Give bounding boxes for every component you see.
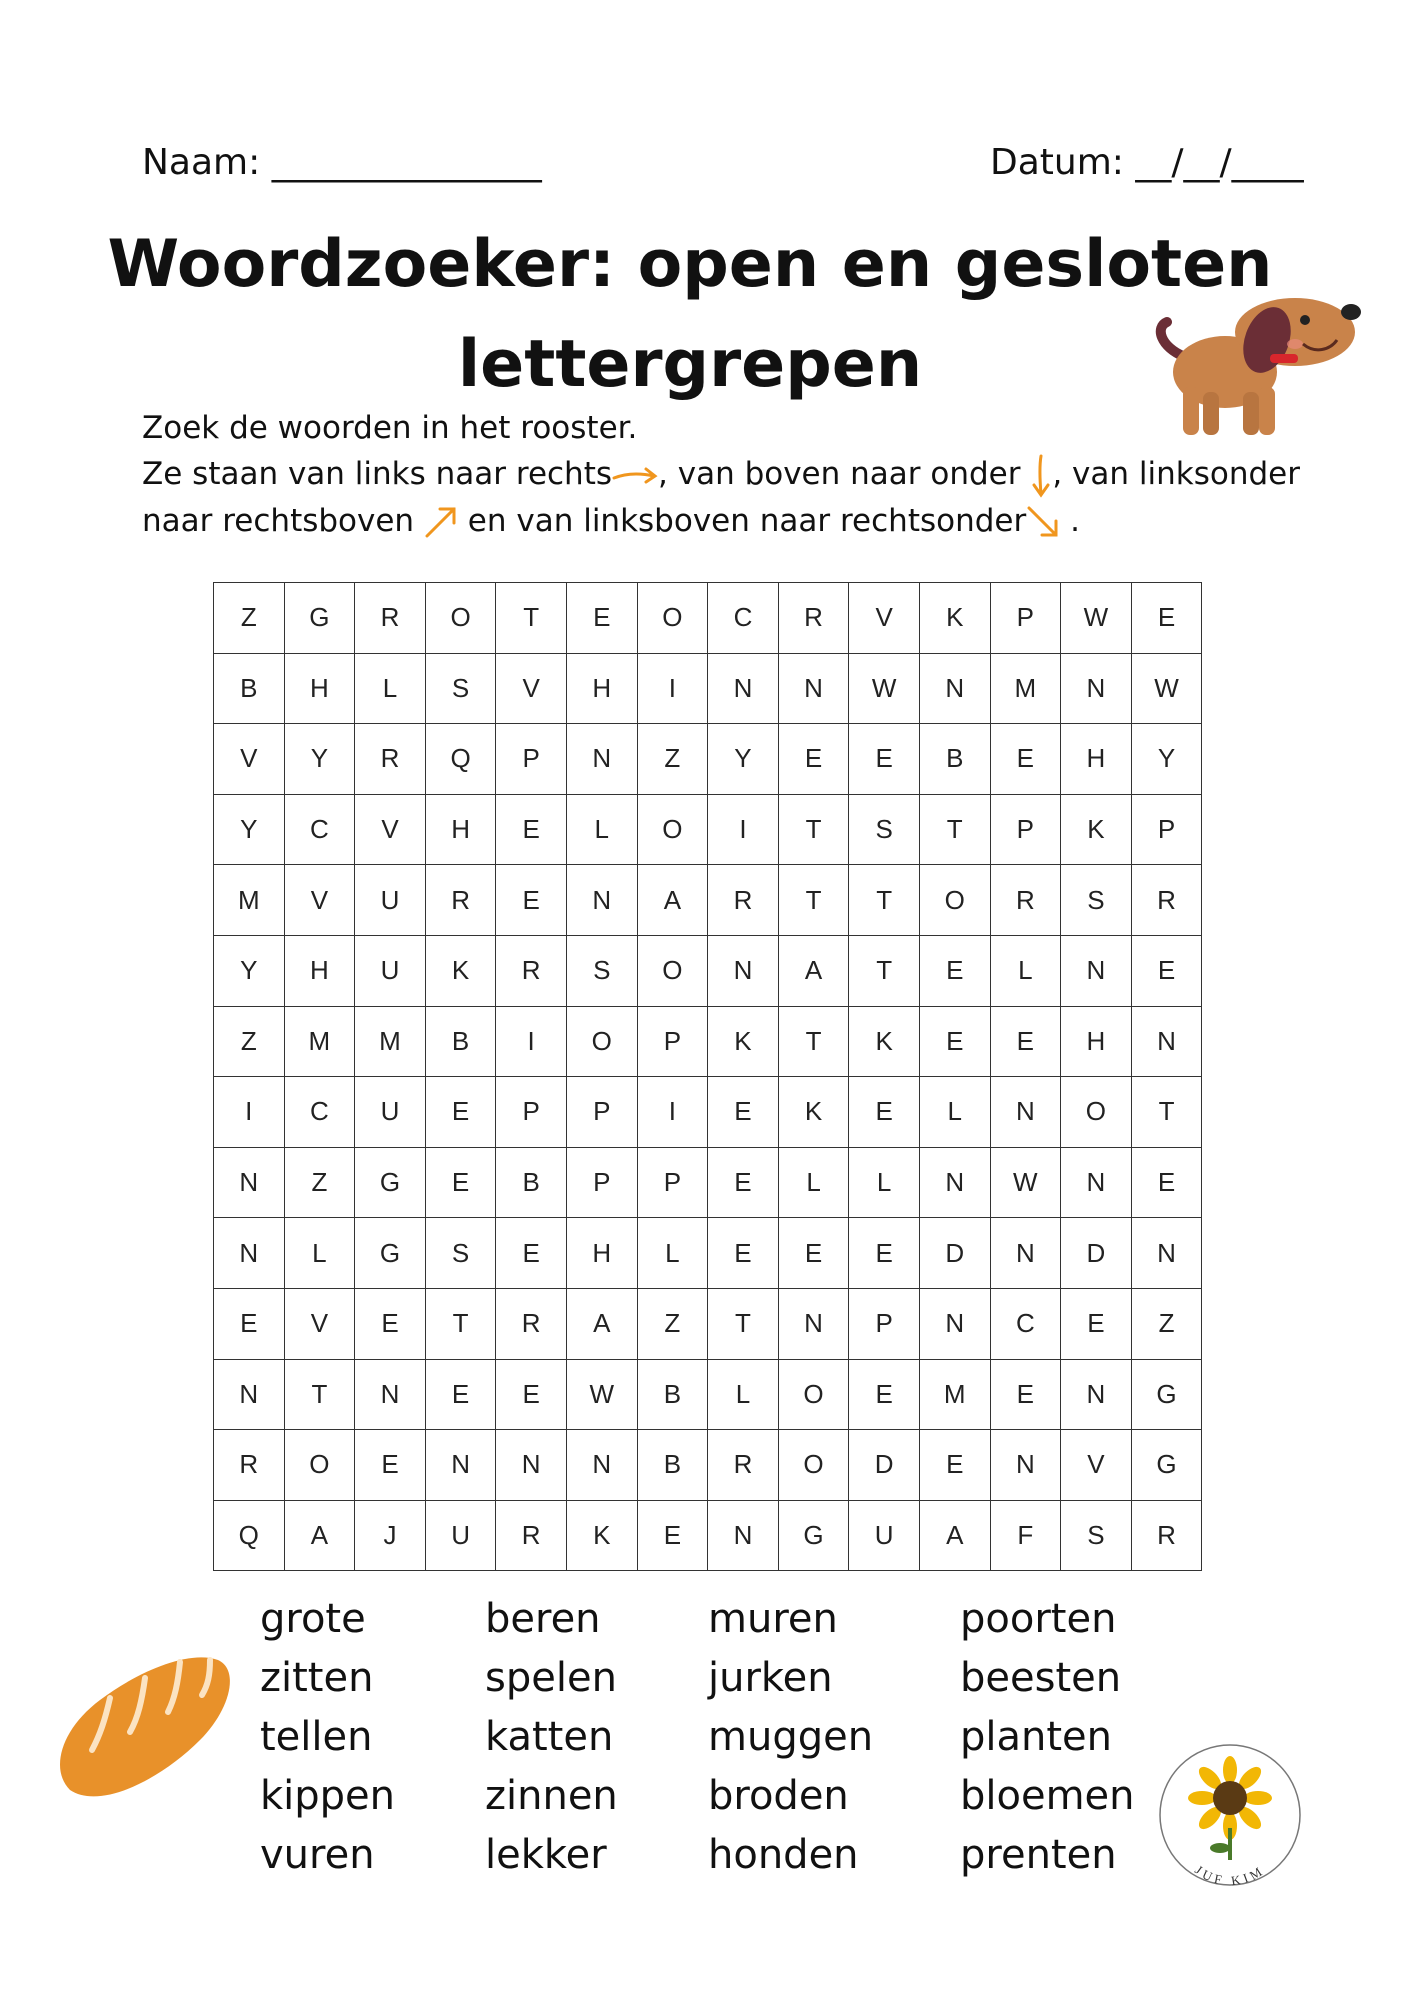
grid-cell: V [284,1288,355,1359]
grid-row [214,1359,1202,1430]
word-item: grote [260,1596,366,1642]
grid-cell: C [284,794,355,865]
grid-cell: O [778,1430,849,1501]
grid-cell: R [214,1430,285,1501]
word-item: jurken [708,1655,833,1701]
instructions-part-3: , van linksonder naar rechtsboven [142,456,1300,539]
grid-cell: K [708,1006,779,1077]
page-title: Woordzoeker: open en gesloten lettergrepen [107,227,1273,402]
grid-cell: R [496,1288,567,1359]
grid-cell: E [1061,1288,1132,1359]
dog-illustration [1155,292,1375,452]
grid-cell: N [778,1288,849,1359]
grid-cell: E [990,1006,1061,1077]
grid-cell: N [214,1147,285,1218]
grid-row [214,1288,1202,1359]
grid-cell: E [708,1147,779,1218]
grid-cell: D [849,1430,920,1501]
grid-cell: Q [425,724,496,795]
grid-cell: R [1131,1500,1202,1571]
grid-row [214,653,1202,724]
grid-cell: N [919,653,990,724]
grid-cell: I [637,1077,708,1148]
word-item: bloemen [960,1773,1135,1819]
instructions-part-1: Ze staan van links naar rechts [142,456,613,492]
grid-cell: I [496,1006,567,1077]
grid-cell: T [849,935,920,1006]
grid-cell: P [637,1006,708,1077]
grid-cell: N [990,1430,1061,1501]
grid-cell: B [919,724,990,795]
grid-cell: T [849,865,920,936]
grid-cell: E [496,865,567,936]
grid-cell: N [919,1147,990,1218]
grid-cell: K [566,1500,637,1571]
grid-cell: L [919,1077,990,1148]
grid-cell: E [496,1218,567,1289]
instructions-line-1: Zoek de woorden in het rooster. [142,410,638,446]
grid-cell: H [425,794,496,865]
grid-cell: L [708,1359,779,1430]
grid-cell: O [425,583,496,654]
grid-cell: L [284,1218,355,1289]
grid-cell: R [425,865,496,936]
grid-cell: M [919,1359,990,1430]
svg-text:JUF KIM: JUF KIM [1192,1861,1268,1889]
grid-cell: P [637,1147,708,1218]
word-item: muggen [708,1714,874,1760]
instructions-part-4: en van linksboven naar rechtsonder [457,502,1027,539]
grid-cell: O [919,865,990,936]
grid-cell: R [496,1500,567,1571]
grid-cell: N [708,935,779,1006]
grid-cell: N [214,1218,285,1289]
grid-cell: A [778,935,849,1006]
grid-cell: Z [637,724,708,795]
word-list-column-1 [260,1590,395,1885]
grid-row [214,935,1202,1006]
grid-row [214,1077,1202,1148]
word-item: honden [708,1832,859,1878]
grid-cell: T [425,1288,496,1359]
grid-cell: U [355,1077,426,1148]
grid-cell: C [284,1077,355,1148]
grid-cell: K [425,935,496,1006]
grid-cell: N [566,724,637,795]
grid-cell: N [566,865,637,936]
grid-cell: N [214,1359,285,1430]
grid-cell: P [496,1077,567,1148]
grid-row [214,583,1202,654]
grid-cell: L [849,1147,920,1218]
grid-cell: E [919,1430,990,1501]
grid-cell: S [1061,865,1132,936]
grid-cell: E [637,1500,708,1571]
grid-cell: D [1061,1218,1132,1289]
grid-row [214,1006,1202,1077]
word-list-column-2 [485,1590,618,1885]
grid-cell: R [708,865,779,936]
grid-cell: R [355,583,426,654]
name-field-label: Naam: _______________ [142,142,542,183]
grid-cell: L [778,1147,849,1218]
grid-cell: W [1061,583,1132,654]
grid-cell: P [990,794,1061,865]
grid-cell: N [708,653,779,724]
grid-cell: P [566,1077,637,1148]
grid-cell: E [1131,935,1202,1006]
grid-cell: N [566,1430,637,1501]
grid-cell: P [566,1147,637,1218]
date-field-label: Datum: __/__/____ [990,142,1304,183]
grid-cell: E [425,1077,496,1148]
grid-cell: O [1061,1077,1132,1148]
grid-row [214,865,1202,936]
grid-cell: S [849,794,920,865]
instructions-line-2 [142,451,1372,544]
grid-cell: T [919,794,990,865]
grid-cell: G [284,583,355,654]
grid-cell: V [214,724,285,795]
grid-cell: P [849,1288,920,1359]
grid-cell: A [566,1288,637,1359]
arrow-down-right-icon [1026,505,1060,539]
grid-cell: K [1061,794,1132,865]
grid-cell: W [1131,653,1202,724]
grid-cell: S [425,653,496,724]
grid-cell: M [284,1006,355,1077]
word-item: kippen [260,1773,396,1819]
instructions-part-5: . [1060,502,1080,539]
word-item: katten [485,1714,614,1760]
grid-row [214,1218,1202,1289]
grid-cell: C [708,583,779,654]
grid-cell: K [778,1077,849,1148]
word-item: planten [960,1714,1113,1760]
grid-cell: N [1061,1147,1132,1218]
grid-cell: A [637,865,708,936]
grid-cell: H [284,935,355,1006]
grid-cell: E [496,794,567,865]
grid-cell: Z [284,1147,355,1218]
grid-cell: H [1061,724,1132,795]
grid-cell: C [990,1288,1061,1359]
grid-cell: I [708,794,779,865]
grid-cell: N [919,1288,990,1359]
grid-cell: M [214,865,285,936]
grid-cell: T [496,583,567,654]
grid-row [214,1430,1202,1501]
grid-cell: Y [284,724,355,795]
grid-cell: Z [637,1288,708,1359]
grid-cell: N [425,1430,496,1501]
grid-cell: F [990,1500,1061,1571]
grid-cell: E [355,1288,426,1359]
grid-cell: Y [214,935,285,1006]
grid-cell: E [708,1218,779,1289]
grid-cell: L [355,653,426,724]
grid-cell: E [849,1077,920,1148]
word-item: prenten [960,1832,1117,1878]
grid-cell: L [990,935,1061,1006]
grid-cell: O [637,583,708,654]
grid-cell: W [990,1147,1061,1218]
juf-kim-logo [1155,1740,1305,1890]
grid-cell: N [1131,1006,1202,1077]
grid-cell: U [355,865,426,936]
grid-cell: E [849,1359,920,1430]
grid-cell: V [496,653,567,724]
grid-cell: H [1061,1006,1132,1077]
grid-cell: G [1131,1430,1202,1501]
grid-row [214,794,1202,865]
grid-cell: E [919,1006,990,1077]
grid-cell: G [1131,1359,1202,1430]
grid-cell: H [566,653,637,724]
grid-cell: W [849,653,920,724]
grid-cell: A [284,1500,355,1571]
instructions-part-2: , van boven naar onder [658,456,1031,492]
grid-cell: N [778,653,849,724]
grid-cell: O [637,935,708,1006]
grid-cell: V [355,794,426,865]
grid-cell: E [214,1288,285,1359]
grid-cell: G [355,1147,426,1218]
grid-cell: V [849,583,920,654]
grid-cell: S [1061,1500,1132,1571]
grid-cell: B [425,1006,496,1077]
grid-cell: O [566,1006,637,1077]
grid-cell: R [778,583,849,654]
grid-cell: S [566,935,637,1006]
arrow-up-right-icon [424,505,458,539]
grid-cell: B [637,1430,708,1501]
grid-cell: A [919,1500,990,1571]
grid-row [214,724,1202,795]
grid-row [214,1147,1202,1218]
grid-cell: B [496,1147,567,1218]
grid-cell: V [1061,1430,1132,1501]
grid-cell: R [708,1430,779,1501]
grid-cell: E [566,583,637,654]
grid-cell: E [1131,1147,1202,1218]
grid-cell: P [496,724,567,795]
word-item: lekker [485,1832,607,1878]
grid-cell: E [355,1430,426,1501]
word-item: beren [485,1596,601,1642]
grid-cell: O [284,1430,355,1501]
grid-cell: D [919,1218,990,1289]
grid-row [214,1500,1202,1571]
grid-cell: B [214,653,285,724]
grid-cell: N [708,1500,779,1571]
grid-cell: U [355,935,426,1006]
grid-cell: E [496,1359,567,1430]
grid-cell: G [355,1218,426,1289]
grid-cell: E [708,1077,779,1148]
grid-cell: V [284,865,355,936]
grid-cell: N [1061,935,1132,1006]
grid-cell: Z [1131,1288,1202,1359]
word-list-column-4 [960,1590,1135,1885]
word-item: spelen [485,1655,617,1701]
grid-cell: Z [214,1006,285,1077]
grid-cell: L [566,794,637,865]
grid-cell: H [284,653,355,724]
arrow-down-icon [1030,454,1052,498]
grid-cell: E [1131,583,1202,654]
grid-cell: R [990,865,1061,936]
grid-cell: Y [1131,724,1202,795]
grid-cell: O [778,1359,849,1430]
grid-cell: E [778,724,849,795]
grid-cell: E [849,724,920,795]
grid-cell: Y [708,724,779,795]
grid-cell: E [849,1218,920,1289]
grid-cell: E [919,935,990,1006]
word-item: beesten [960,1655,1122,1701]
grid-cell: G [778,1500,849,1571]
grid-cell: T [708,1288,779,1359]
grid-cell: K [849,1006,920,1077]
grid-cell: T [778,865,849,936]
grid-cell: K [919,583,990,654]
grid-cell: S [425,1218,496,1289]
grid-cell: L [637,1218,708,1289]
word-item: zinnen [485,1773,618,1819]
grid-cell: Q [214,1500,285,1571]
grid-cell: T [778,1006,849,1077]
bread-illustration [50,1640,240,1810]
arrow-right-icon [612,464,658,488]
word-item: broden [708,1773,849,1819]
word-item: poorten [960,1596,1117,1642]
grid-cell: Y [214,794,285,865]
grid-cell: T [778,794,849,865]
grid-cell: B [637,1359,708,1430]
grid-cell: W [566,1359,637,1430]
word-list-column-3 [708,1590,873,1885]
grid-cell: R [355,724,426,795]
grid-cell: N [1061,1359,1132,1430]
grid-cell: O [637,794,708,865]
grid-cell: N [496,1430,567,1501]
grid-cell: E [425,1147,496,1218]
grid-cell: I [637,653,708,724]
grid-cell: U [425,1500,496,1571]
grid-cell: I [214,1077,285,1148]
grid-cell: N [1131,1218,1202,1289]
grid-cell: P [990,583,1061,654]
word-item: tellen [260,1714,373,1760]
grid-cell: J [355,1500,426,1571]
grid-cell: M [990,653,1061,724]
grid-cell: Z [214,583,285,654]
grid-cell: P [1131,794,1202,865]
grid-cell: N [990,1218,1061,1289]
grid-cell: E [990,724,1061,795]
grid-cell: N [990,1077,1061,1148]
grid-cell: T [284,1359,355,1430]
word-item: vuren [260,1832,375,1878]
grid-cell: E [990,1359,1061,1430]
grid-cell: E [778,1218,849,1289]
grid-cell: M [355,1006,426,1077]
grid-cell: N [355,1359,426,1430]
grid-cell: N [1061,653,1132,724]
word-item: zitten [260,1655,374,1701]
grid-cell: E [425,1359,496,1430]
word-item: muren [708,1596,838,1642]
grid-cell: R [496,935,567,1006]
grid-cell: R [1131,865,1202,936]
word-search-grid [213,582,1202,1571]
grid-cell: H [566,1218,637,1289]
grid-cell: T [1131,1077,1202,1148]
grid-cell: U [849,1500,920,1571]
